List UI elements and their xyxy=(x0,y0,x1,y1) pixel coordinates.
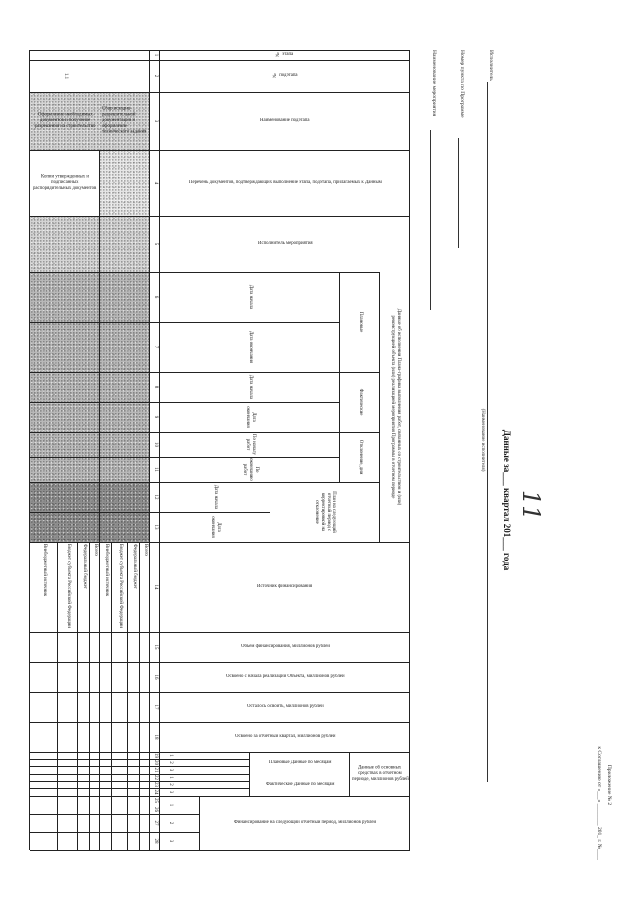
row-substage-name: Оформление необходимых документов и получение разрешения на строительство xyxy=(34,112,96,129)
column-number: 16 xyxy=(153,674,158,680)
column-number: 22 xyxy=(153,775,158,780)
col-funding-volume: Объем финансирования, миллионов рублей xyxy=(240,644,330,650)
program-item-line[interactable] xyxy=(458,138,459,248)
funding-source-federal: Федеральный бюджет xyxy=(81,544,87,589)
page-title: Данные за___ квартал 201___ года xyxy=(502,429,512,571)
col-planned: Плановые xyxy=(357,311,363,333)
column-number: 23 xyxy=(153,782,158,787)
month-label: 2 xyxy=(168,821,173,825)
column-number: 7 xyxy=(153,345,158,349)
col-dev-end: По окончанию работ xyxy=(242,458,259,481)
column-number: 11 xyxy=(153,467,158,472)
col-planned-start: Дата начала xyxy=(247,284,253,310)
col-deviation: Отклонение, дни xyxy=(357,439,363,475)
col-next-period-funding: Финансирование на следующий отчетный период, миллионов рублей xyxy=(233,820,377,826)
funding-source-total: Всего xyxy=(92,544,98,556)
column-number: 1 xyxy=(153,53,158,57)
month-label: 1 xyxy=(168,776,173,779)
col-dev-start: По началу работ xyxy=(245,434,256,455)
col-substage-name: Наименование подэтапа xyxy=(260,118,310,124)
column-number: 19 xyxy=(153,753,158,758)
shaded-cells xyxy=(100,150,150,216)
column-number: 27 xyxy=(153,820,158,826)
column-number: 14 xyxy=(153,584,158,590)
col-remaining: Осталось освоить, миллионов рублей xyxy=(246,704,324,710)
column-number: 20 xyxy=(153,760,158,765)
column-number: 26 xyxy=(153,807,158,812)
col-substage-no: № подэтапа xyxy=(272,73,298,79)
col-actual-by-month: Фактические Данные по месяцам xyxy=(265,782,335,788)
funding-source-regional: Бюджет субъекта Российской Федерации xyxy=(65,544,71,628)
col-actual-end: Дата окончания xyxy=(245,406,256,428)
event-name-label: Наименование мероприятия xyxy=(431,50,437,117)
col-event-executor: Исполнитель мероприятия xyxy=(257,241,313,247)
row-substage-name: Сбор исходно-разрешительной документации и оформление технического задания xyxy=(102,106,147,135)
column-number: 17 xyxy=(153,704,158,710)
funding-source-federal: Федеральный бюджет xyxy=(131,544,137,589)
col-next-end: Дата окончания xyxy=(210,516,221,538)
col-planned-by-month: Плановые Данные по месяцам xyxy=(268,760,332,766)
column-number: 5 xyxy=(153,242,158,246)
col-schedule-group: Данные об исполнении Плана-графика выполнения работ, связанных со строительством и (или) реконструкцией объекта (или) реализацией мероприятия Программы в отчетном периоде xyxy=(390,308,401,506)
column-number: 15 xyxy=(153,644,158,650)
program-item-label: Номер пункта по Программе xyxy=(459,50,465,118)
col-next-start: Дата начала xyxy=(212,484,218,510)
month-label: 3 xyxy=(168,839,173,843)
executor-caption: (Наименование исполнителя) xyxy=(480,408,485,472)
col-planned-end: Дата окончания xyxy=(247,330,253,364)
shaded-cells xyxy=(30,216,150,272)
col-spent-total: Освоено с начала реализации Объекта, миллионов рублей xyxy=(225,674,345,680)
column-number: 9 xyxy=(153,415,158,419)
column-number: 28 xyxy=(153,838,158,844)
agreement-reference: к Соглашению от «___» ________ 201_ г. №____ xyxy=(596,746,602,860)
column-number: 8 xyxy=(153,385,158,389)
month-label: 3 xyxy=(168,768,173,772)
month-label: 2 xyxy=(168,783,173,786)
col-actual: Фактические xyxy=(357,388,363,416)
col-actual-start: Дата начала xyxy=(247,374,253,400)
row-documents: Копии утвержденных и подписанных распорядительных документов xyxy=(33,174,97,191)
col-spent-period: Освоено за отчетный квартал, миллионов рублей xyxy=(234,734,336,740)
report-table xyxy=(30,50,410,850)
column-number: 21 xyxy=(153,767,158,773)
month-label: 1 xyxy=(168,803,173,807)
funding-source-offbudget: Внебюджетный источник xyxy=(41,544,47,597)
handwritten-mark: 11 xyxy=(517,490,545,521)
funding-source-regional: Бюджет субъекта Российской Федерации xyxy=(117,544,123,628)
shaded-cells xyxy=(30,272,150,482)
funding-source-total: Всего xyxy=(142,544,148,556)
executor-line[interactable] xyxy=(487,82,488,782)
column-number: 2 xyxy=(153,74,158,78)
row-substage-number: 1.1 xyxy=(62,73,68,79)
col-documents: Перечень документов, подтверждающих выполнение этапа, подэтапа, прилагаемых к Данным xyxy=(188,180,382,186)
event-name-line[interactable] xyxy=(430,130,431,310)
column-number: 4 xyxy=(153,181,158,185)
executor-label: Исполнитель xyxy=(488,50,494,81)
column-number: 6 xyxy=(153,295,158,299)
funding-source-offbudget: Внебюджетный источник xyxy=(103,544,109,597)
report-form xyxy=(20,10,620,870)
month-label: 1 xyxy=(168,754,173,757)
appendix-number: Приложение № 2 xyxy=(606,764,612,806)
column-number: 18 xyxy=(153,734,158,740)
column-number: 13 xyxy=(153,524,158,530)
column-number: 24 xyxy=(153,789,158,795)
col-funding-source: Источник финансирования xyxy=(257,584,313,590)
month-label: 2 xyxy=(168,761,173,764)
column-number: 10 xyxy=(153,442,158,447)
column-number: 3 xyxy=(153,119,158,123)
column-number: 25 xyxy=(153,798,158,803)
col-next-plan: План на следующий отчетный период с корректировкой на отклонение xyxy=(314,491,337,533)
col-stage-no: № этапа xyxy=(276,52,294,58)
column-number: 12 xyxy=(153,494,158,500)
month-label: 3 xyxy=(168,790,173,794)
col-fixed-assets: Данные об основных средствах в отчетном периоде, миллионов рублей xyxy=(351,765,409,782)
